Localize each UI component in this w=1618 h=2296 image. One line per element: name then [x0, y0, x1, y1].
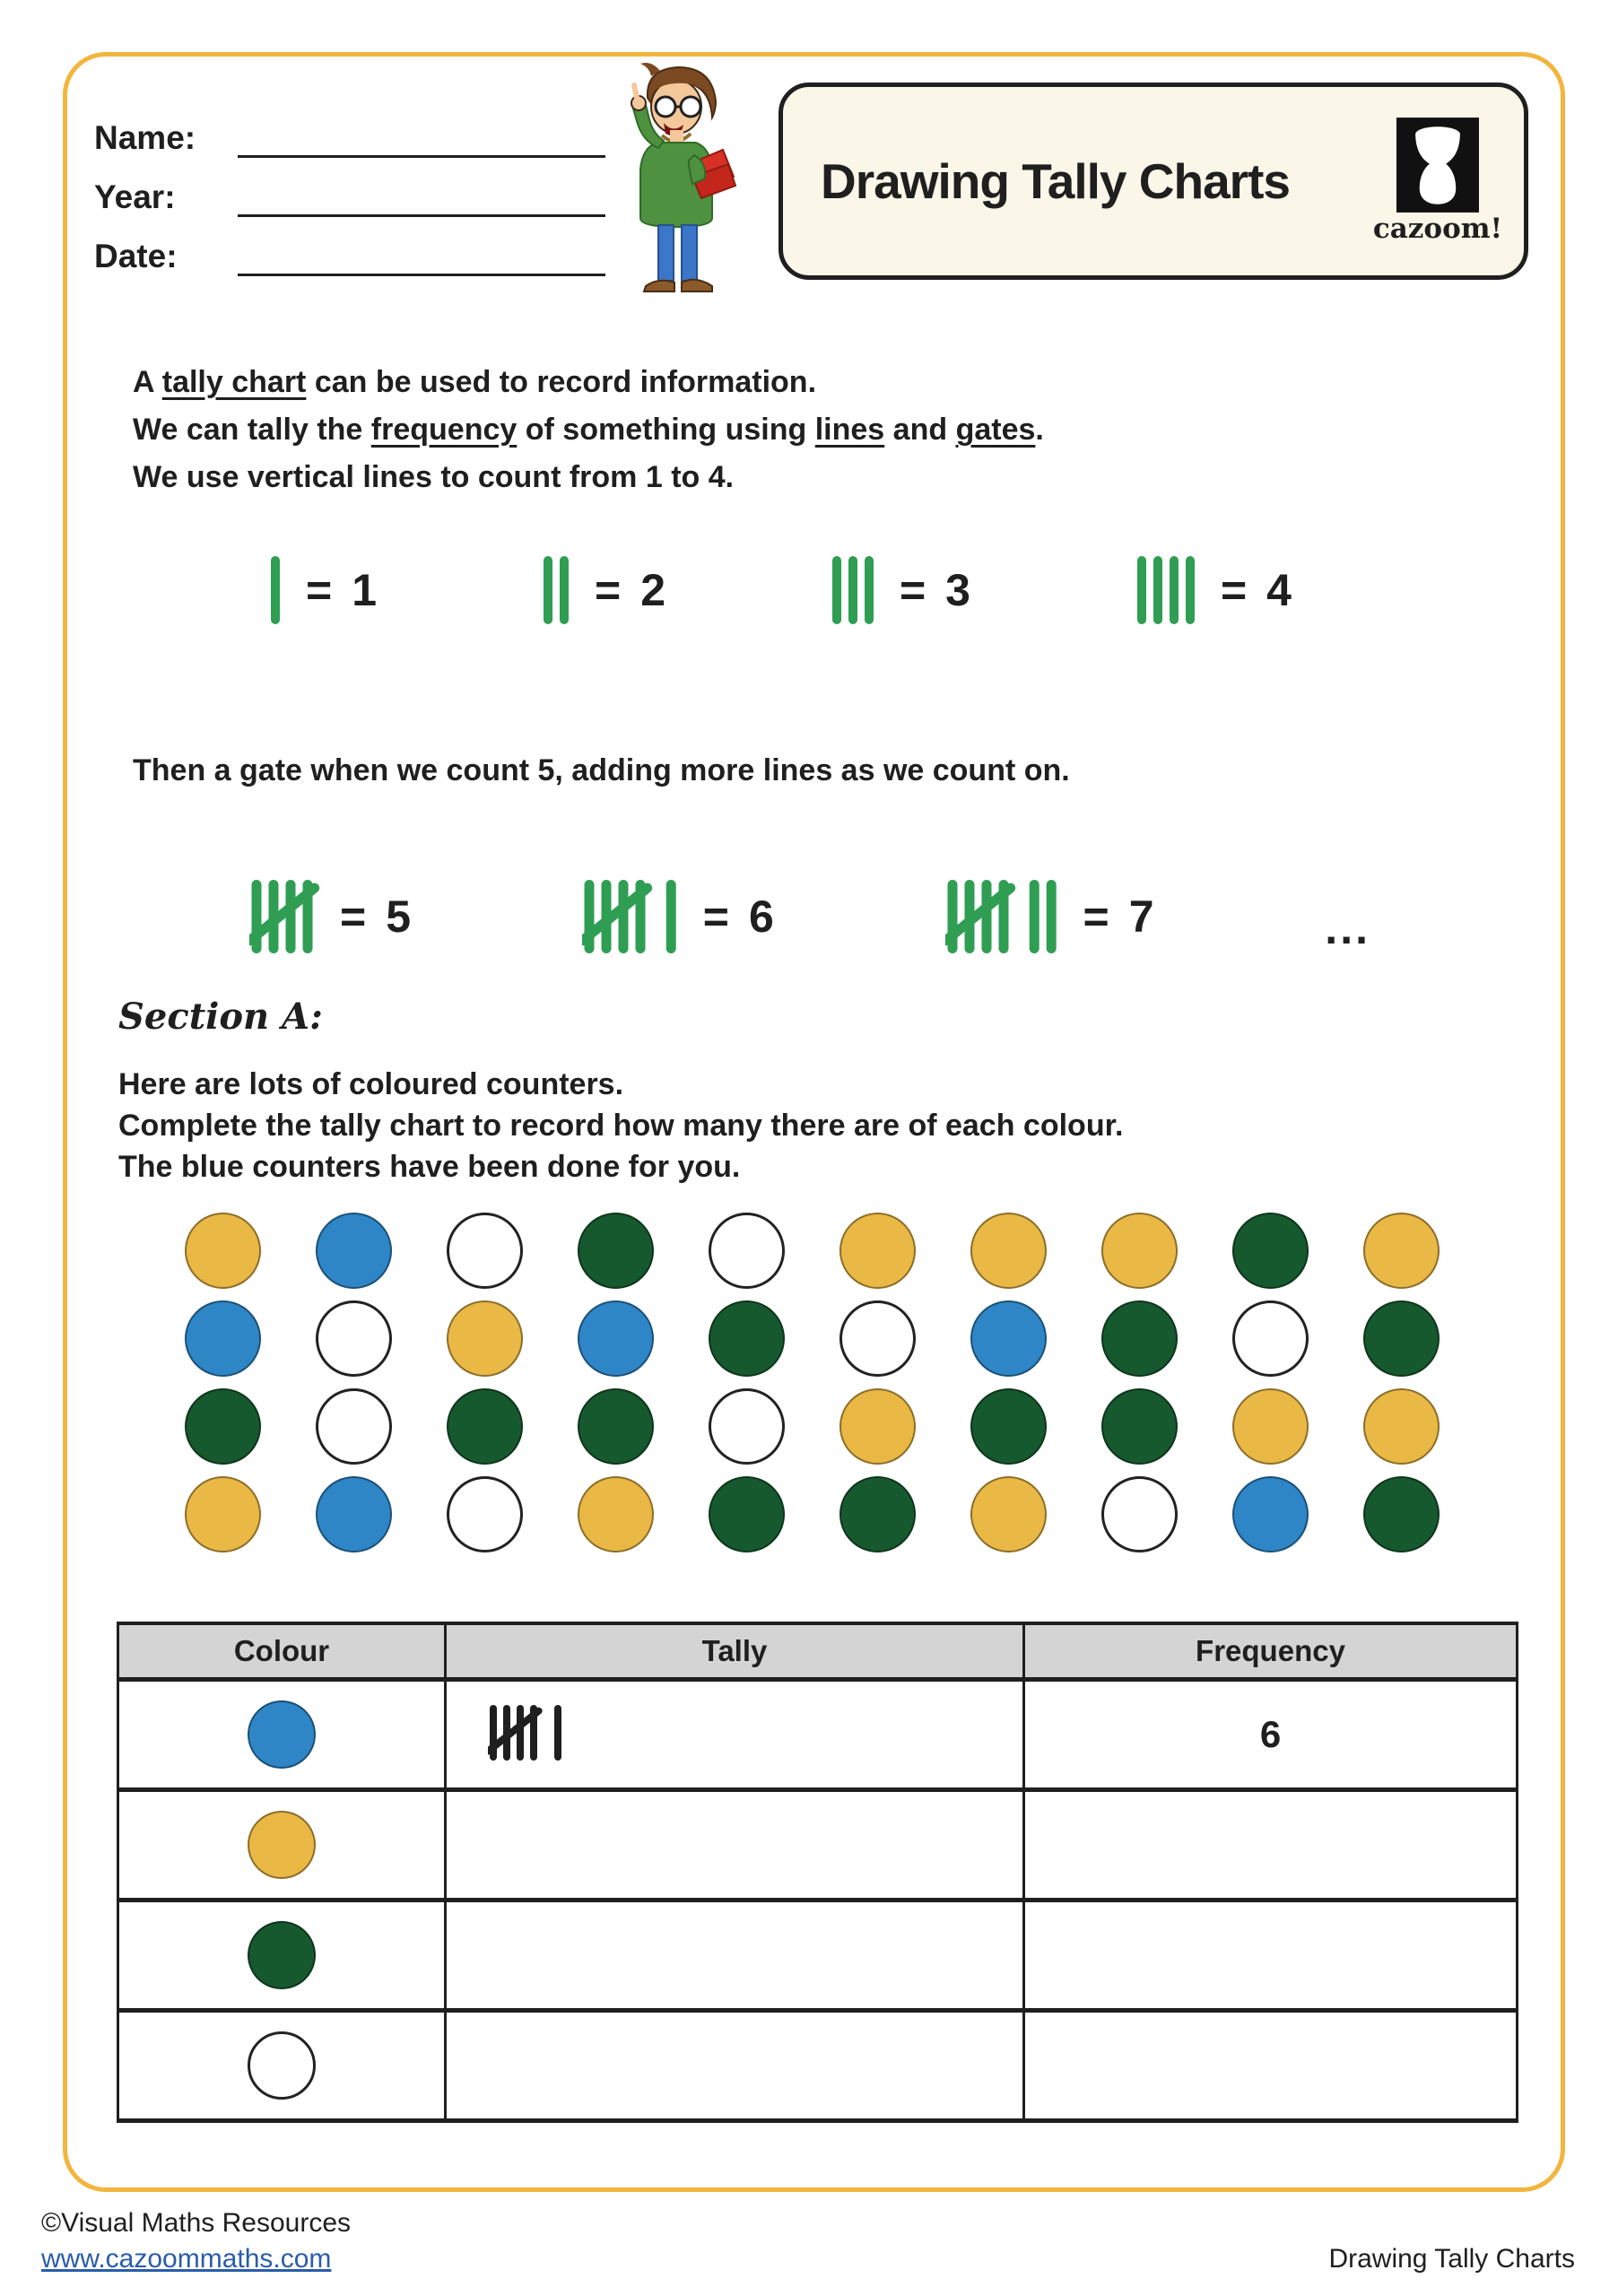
counter-white	[316, 1300, 392, 1377]
equals-sign: =	[1083, 891, 1109, 942]
column-header-tally: Tally	[446, 1623, 1024, 1680]
counter-blue	[248, 1700, 316, 1769]
counter-blue	[970, 1300, 1047, 1377]
field-label: Name:	[94, 119, 196, 156]
colour-cell	[118, 1790, 446, 1900]
intro-line	[133, 454, 1044, 501]
counter-green	[578, 1213, 654, 1289]
frequency-cell: 6	[1024, 1680, 1518, 1790]
footer-link[interactable]: www.cazoommaths.com	[41, 2244, 332, 2274]
intro-line	[133, 359, 1044, 406]
counter-blue	[578, 1300, 654, 1377]
underlined-term: gates	[955, 413, 1036, 447]
counter-blue	[316, 1213, 392, 1289]
underlined-term: frequency	[370, 413, 518, 447]
tally-value: 6	[748, 891, 774, 942]
tally-value: 4	[1266, 565, 1292, 615]
tally-gate-example	[945, 879, 1154, 954]
text-segment: can be used to record information.	[306, 365, 817, 399]
counter-yellow	[839, 1213, 916, 1289]
counter-green	[1363, 1300, 1440, 1377]
header-field	[94, 158, 605, 217]
counter-yellow	[248, 1811, 316, 1879]
header-fields	[94, 99, 605, 276]
table-header-row	[118, 1623, 1518, 1680]
counter-green	[709, 1300, 785, 1377]
counter-green	[248, 1921, 316, 1989]
tally-cell	[446, 1900, 1024, 2011]
counter-green	[1101, 1388, 1178, 1465]
counter-white	[1232, 1300, 1309, 1377]
title-box	[779, 83, 1528, 280]
tally-marks	[1135, 555, 1201, 625]
counter-yellow	[970, 1213, 1047, 1289]
counter-white	[1101, 1476, 1178, 1552]
footer-doc-title: Drawing Tally Charts	[1328, 2244, 1575, 2274]
underlined-term: tally chart	[161, 365, 307, 399]
counter-yellow	[970, 1476, 1047, 1552]
counter-green	[447, 1388, 523, 1465]
counter-green	[970, 1388, 1047, 1465]
text-segment: and	[884, 413, 956, 447]
table-row-blue	[118, 1680, 1518, 1790]
text-segment: A	[133, 365, 162, 399]
instruction-line: The blue counters have been done for you.	[118, 1150, 741, 1184]
section-a-instructions	[118, 1064, 1123, 1187]
tally-gate-example	[249, 879, 411, 954]
counter-green	[709, 1476, 785, 1552]
tally-example	[269, 555, 377, 625]
counter-blue	[316, 1476, 392, 1552]
equals-sign: =	[306, 565, 333, 615]
counter-blue	[185, 1300, 261, 1377]
counter-white	[839, 1300, 916, 1377]
colour-cell	[118, 2011, 446, 2121]
counter-green	[1101, 1300, 1178, 1377]
field-write-line	[238, 214, 605, 217]
tally-marks	[582, 879, 683, 954]
text-segment: We can tally the	[133, 413, 371, 447]
text-segment: .	[1035, 413, 1044, 447]
counter-white	[447, 1476, 523, 1552]
worksheet-title: Drawing Tally Charts	[821, 153, 1290, 209]
tally-value: 7	[1128, 891, 1154, 942]
underlined-term: lines	[814, 413, 885, 447]
colour-cell	[118, 1680, 446, 1790]
equals-sign: =	[899, 565, 926, 615]
counter-blue	[1232, 1476, 1309, 1552]
colour-cell	[118, 1900, 446, 2011]
drum-icon	[1396, 117, 1479, 213]
counter-green	[839, 1476, 916, 1552]
intro-text	[133, 359, 1044, 501]
tally-marks	[269, 555, 286, 625]
counter-green	[185, 1388, 261, 1465]
tally-example	[1135, 555, 1292, 625]
tally-cell	[446, 1790, 1024, 1900]
tally-cell	[446, 1680, 1024, 1790]
counter-yellow	[1363, 1213, 1440, 1289]
tally-example	[542, 555, 665, 625]
counter-white	[709, 1213, 785, 1289]
frequency-cell	[1024, 1790, 1518, 1900]
table-row-yellow	[118, 1790, 1518, 1900]
counter-green	[578, 1388, 654, 1465]
table-body	[118, 1680, 1518, 2121]
header-field	[94, 99, 605, 158]
tally-marks	[542, 555, 575, 625]
tally-lines-examples	[269, 545, 1292, 635]
counters-grid	[185, 1213, 1440, 1552]
counter-white	[248, 2031, 316, 2100]
tally-cell	[446, 2011, 1024, 2121]
tally-value: 2	[640, 565, 665, 615]
counter-yellow	[1232, 1388, 1309, 1465]
counter-yellow	[578, 1476, 654, 1552]
table-row-white	[118, 2011, 1518, 2121]
instruction-line: Complete the tally chart to record how many there are of each colour.	[118, 1109, 1124, 1143]
counter-yellow	[1363, 1388, 1440, 1465]
teacher-illustration	[606, 57, 750, 301]
tally-gate-example	[582, 879, 774, 954]
table-row-green	[118, 1900, 1518, 2011]
text-segment: of something using	[517, 413, 815, 447]
field-label: Date:	[94, 238, 178, 274]
counter-white	[316, 1388, 392, 1465]
tally-marks	[945, 879, 1064, 954]
counter-green	[1232, 1213, 1309, 1289]
footer-copyright: ©Visual Maths Resources	[41, 2208, 352, 2238]
tally-example	[831, 555, 970, 625]
tally-chart-table	[117, 1622, 1518, 2123]
field-label: Year:	[94, 178, 176, 215]
tally-value: 3	[945, 565, 970, 615]
tally-marks	[831, 555, 880, 625]
header-field	[94, 217, 605, 276]
counter-white	[709, 1388, 785, 1465]
column-header-frequency: Frequency	[1024, 1623, 1518, 1680]
equals-sign: =	[1220, 565, 1248, 615]
intro-line	[133, 406, 1044, 454]
cazoom-logo	[1372, 117, 1503, 245]
counter-green	[1363, 1476, 1440, 1552]
equals-sign: =	[594, 565, 622, 615]
column-header-colour: Colour	[118, 1623, 446, 1680]
counter-yellow	[1101, 1213, 1178, 1289]
counter-yellow	[839, 1388, 916, 1465]
section-a-heading: Section A:	[118, 996, 323, 1038]
tally-value: 5	[386, 891, 412, 942]
text-segment: We use vertical lines to count from 1 to 4.	[133, 460, 735, 494]
ellipsis: ...	[1325, 903, 1370, 953]
field-write-line	[238, 274, 605, 276]
counter-yellow	[185, 1213, 261, 1289]
frequency-cell	[1024, 2011, 1518, 2121]
tally-gates-examples	[249, 866, 1370, 967]
gate-note: Then a gate when we count 5, adding more lines as we count on.	[133, 753, 1070, 787]
logo-text: cazoom!	[1372, 213, 1503, 245]
counter-yellow	[185, 1476, 261, 1552]
tally-marks	[249, 879, 320, 954]
instruction-line: Here are lots of coloured counters.	[118, 1067, 624, 1101]
counter-white	[447, 1213, 523, 1289]
tally-value: 1	[352, 565, 378, 615]
frequency-cell	[1024, 1900, 1518, 2011]
equals-sign: =	[340, 891, 367, 942]
equals-sign: =	[702, 891, 729, 942]
field-write-line	[238, 155, 605, 158]
counter-yellow	[447, 1300, 523, 1377]
table-head	[118, 1623, 1518, 1680]
